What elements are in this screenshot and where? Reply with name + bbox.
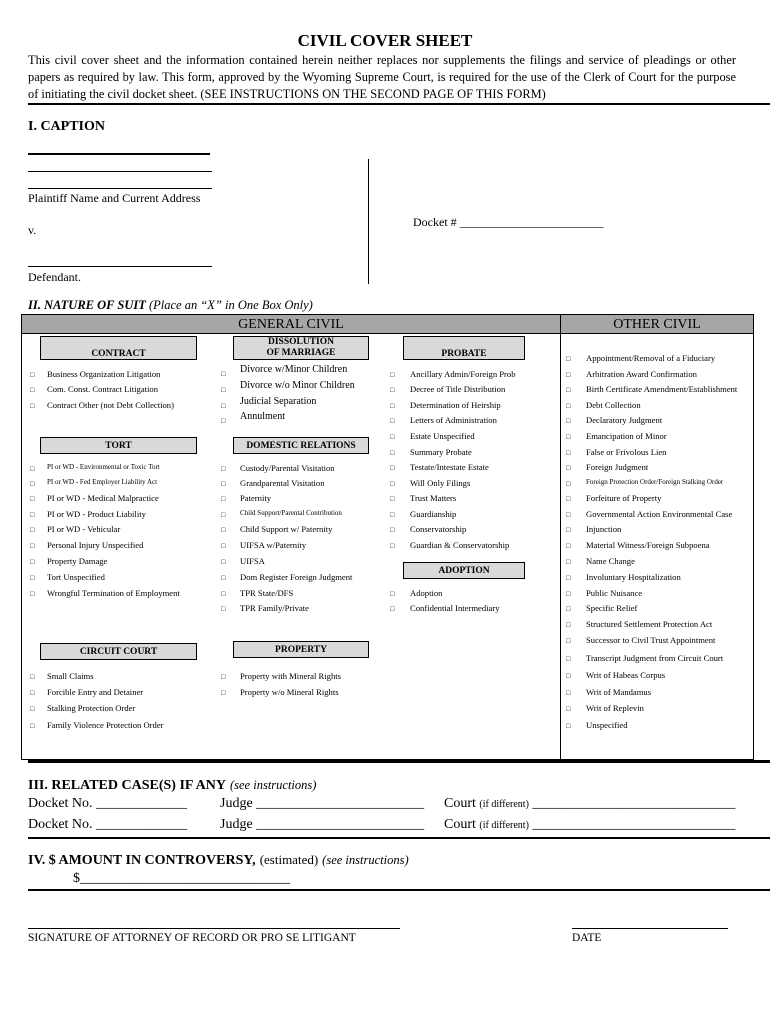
domestic-item-label: TPR State/DFS [240, 588, 294, 598]
checkbox[interactable]: □ [566, 417, 571, 425]
checkbox[interactable]: □ [566, 433, 571, 441]
related-court-note: (if different) [479, 799, 529, 810]
adoption-item-label: Adoption [410, 588, 443, 598]
checkbox[interactable]: □ [566, 449, 571, 457]
general-civil-header: GENERAL CIVIL [21, 314, 561, 334]
checkbox[interactable]: □ [30, 511, 35, 519]
checkbox[interactable]: □ [221, 402, 226, 410]
checkbox[interactable]: □ [390, 402, 395, 410]
related-judge-field[interactable]: Judge ________________________ [220, 817, 425, 832]
other-item-label: Transcript Judgment from Circuit Court [586, 653, 724, 663]
other-item-label: Involuntary Hospitalization [586, 572, 681, 582]
contract-item-label: Contract Other (not Debt Collection) [47, 400, 174, 410]
checkbox[interactable]: □ [390, 526, 395, 534]
probate-item-label: Will Only Filings [410, 478, 471, 488]
tort-item-label: PI or WD - Medical Malpractice [47, 493, 159, 503]
checkbox[interactable]: □ [566, 574, 571, 582]
checkbox[interactable]: □ [390, 371, 395, 379]
other-item-label: Unspecified [586, 720, 628, 730]
contract-header: CONTRACT [40, 336, 197, 360]
checkbox[interactable]: □ [221, 386, 226, 394]
other-item-label: Writ of Habeas Corpus [586, 670, 666, 680]
related-court-field[interactable]: _____________________________ [532, 796, 736, 811]
other-item-label: Arbitration Award Confirmation [586, 369, 697, 379]
checkbox[interactable]: □ [30, 495, 35, 503]
dissolution-header [233, 336, 369, 360]
related-heading-note: (see instructions) [229, 778, 317, 792]
other-item-label: Injunction [586, 524, 622, 534]
checkbox[interactable]: □ [221, 673, 226, 681]
checkbox[interactable]: □ [566, 386, 571, 394]
date-label: DATE [572, 932, 602, 944]
checkbox[interactable]: □ [390, 590, 395, 598]
probate-item-label: Guardianship [410, 509, 457, 519]
checkbox[interactable]: □ [30, 673, 35, 681]
domestic-item-label: UIFSA [240, 556, 265, 566]
checkbox[interactable]: □ [390, 449, 395, 457]
versus-label: v. [28, 223, 37, 237]
other-item-label: Material Witness/Foreign Subpoena [586, 540, 710, 550]
divider [28, 837, 770, 839]
domestic-item-label: Grandparental Visitation [240, 478, 325, 488]
checkbox[interactable]: □ [30, 402, 35, 410]
nature-heading-label: II. NATURE OF SUIT [28, 298, 146, 312]
domestic-item-label: Paternity [240, 493, 272, 503]
checkbox[interactable]: □ [566, 464, 571, 472]
signature-line[interactable] [28, 928, 400, 929]
checkbox[interactable]: □ [221, 465, 226, 473]
checkbox[interactable]: □ [221, 511, 226, 519]
probate-item-label: Conservatorship [410, 524, 467, 534]
other-item-label: Foreign Protection Order/Foreign Stalking Order [586, 478, 724, 486]
related-row [220, 817, 424, 833]
checkbox[interactable]: □ [566, 672, 571, 680]
checkbox[interactable]: □ [566, 621, 571, 629]
probate-item-label: Letters of Administration [410, 415, 497, 425]
related-court-note: (if different) [479, 820, 529, 831]
related-row [28, 796, 187, 812]
checkbox[interactable]: □ [566, 637, 571, 645]
plaintiff-name-line[interactable] [28, 153, 210, 155]
other-item-label: False or Frivolous Lien [586, 447, 667, 457]
signature-label: SIGNATURE OF ATTORNEY OF RECORD OR PRO SE LITIGANT [28, 932, 356, 944]
checkbox[interactable]: □ [566, 705, 571, 713]
checkbox[interactable]: □ [566, 722, 571, 730]
plaintiff-label: Plaintiff Name and Current Address [28, 191, 201, 205]
contract-item-label: Business Organization Litigation [47, 369, 161, 379]
contract-item-label: Com. Const. Contract Litigation [47, 384, 158, 394]
checkbox[interactable]: □ [221, 526, 226, 534]
checkbox[interactable]: □ [30, 371, 35, 379]
probate-item-label: Decree of Title Distribution [410, 384, 506, 394]
tort-item-label: PI or WD - Environmental or Toxic Tort [47, 463, 160, 471]
domestic-item-label: Custody/Parental Visitation [240, 463, 335, 473]
circuit-item-label: Small Claims [47, 671, 94, 681]
checkbox[interactable]: □ [390, 433, 395, 441]
other-item-label: Declaratory Judgment [586, 415, 663, 425]
checkbox[interactable]: □ [30, 526, 35, 534]
docket-number-field[interactable]: Docket # ________________________ [413, 215, 604, 229]
other-item-label: Debt Collection [586, 400, 641, 410]
tort-item-label: Tort Unspecified [47, 572, 105, 582]
checkbox[interactable]: □ [30, 542, 35, 550]
checkbox[interactable]: □ [390, 511, 395, 519]
checkbox[interactable]: □ [221, 370, 226, 378]
nature-heading-note: (Place an “X” in One Box Only) [148, 298, 313, 312]
circuit-court-header: CIRCUIT COURT [40, 643, 197, 660]
tort-item-label: PI or WD - Vehicular [47, 524, 121, 534]
related-heading-label: III. RELATED CASE(S) IF ANY [28, 778, 226, 793]
checkbox[interactable]: □ [566, 558, 571, 566]
other-item-label: Birth Certificate Amendment/Establishment [586, 384, 738, 394]
checkbox[interactable]: □ [221, 417, 226, 425]
amount-heading [28, 851, 409, 869]
other-item-label: Public Nuisance [586, 588, 643, 598]
table-column-divider [560, 314, 561, 760]
related-docket-field[interactable]: Docket No. _____________ [28, 796, 188, 811]
checkbox[interactable]: □ [390, 417, 395, 425]
probate-item-label: Summary Probate [410, 447, 472, 457]
dissolution-item-label: Divorce w/o Minor Children [240, 380, 355, 391]
nature-heading [28, 298, 313, 313]
tort-item-label: PI or WD - Fed Employer Liability Act [47, 478, 158, 486]
other-item-label: Structured Settlement Protection Act [586, 619, 713, 629]
related-heading [28, 776, 316, 794]
checkbox[interactable]: □ [566, 402, 571, 410]
table-bottom-rule [28, 760, 770, 763]
related-row [28, 817, 187, 833]
checkbox[interactable]: □ [30, 465, 35, 473]
intro-text: This civil cover sheet and the information contained herein neither replaces nor supplements the filings and service of pleadings or other papers as required by law. This form, approved by the Wyoming Supreme Court, is required for the use of the Clerk of Court for the purpose of initiating the civil docket sheet. (SEE INSTRUCTIONS ON THE SECOND PAGE OF THIS FORM) [28, 53, 736, 101]
probate-item-label: Estate Unspecified [410, 431, 475, 441]
checkbox[interactable]: □ [221, 495, 226, 503]
checkbox[interactable]: □ [390, 480, 395, 488]
checkbox[interactable]: □ [30, 689, 35, 697]
property-header: PROPERTY [233, 641, 369, 658]
checkbox[interactable]: □ [390, 542, 395, 550]
probate-header: PROBATE [403, 336, 525, 360]
domestic-item-label: Dom Register Foreign Judgment [240, 572, 353, 582]
caption-heading: I. CAPTION [28, 119, 106, 134]
checkbox[interactable]: □ [566, 480, 571, 488]
checkbox[interactable]: □ [30, 386, 35, 394]
circuit-item-label: Family Violence Protection Order [47, 720, 164, 730]
other-item-label: Appointment/Removal of a Fiduciary [586, 353, 716, 363]
checkbox[interactable]: □ [30, 574, 35, 582]
checkbox[interactable]: □ [566, 605, 571, 613]
defendant-line[interactable] [28, 266, 212, 267]
caption-vertical-divider [368, 159, 369, 284]
other-item-label: Name Change [586, 556, 635, 566]
checkbox[interactable]: □ [221, 480, 226, 488]
checkbox[interactable]: □ [221, 590, 226, 598]
tort-header: TORT [40, 437, 197, 454]
checkbox[interactable]: □ [221, 574, 226, 582]
divider [28, 103, 770, 105]
amount-field[interactable]: $______________________________ [73, 871, 290, 886]
domestic-item-label: Child Support/Parental Contribution [240, 509, 342, 517]
checkbox[interactable]: □ [390, 464, 395, 472]
other-item-label: Writ of Replevin [586, 703, 644, 713]
related-judge-field[interactable]: Judge ________________________ [220, 796, 425, 811]
domestic-item-label: TPR Family/Private [240, 603, 309, 613]
domestic-relations-header: DOMESTIC RELATIONS [233, 437, 369, 454]
checkbox[interactable]: □ [30, 480, 35, 488]
dissolution-item-label: Judicial Separation [240, 396, 317, 407]
circuit-item-label: Stalking Protection Order [47, 703, 136, 713]
other-item-label: Successor to Civil Trust Appointment [586, 635, 716, 645]
adoption-item-label: Confidential Intermediary [410, 603, 500, 613]
probate-item-label: Testate/Intestate Estate [410, 462, 489, 472]
checkbox[interactable]: □ [30, 558, 35, 566]
page-title: CIVIL COVER SHEET [297, 31, 473, 50]
checkbox[interactable]: □ [566, 495, 571, 503]
divider [28, 889, 770, 891]
checkbox[interactable]: □ [566, 542, 571, 550]
property-item-label: Property with Mineral Rights [240, 671, 341, 681]
amount-estimated: (estimated) [259, 852, 319, 867]
probate-item-label: Ancillary Admin/Foreign Prob [410, 369, 516, 379]
checkbox[interactable]: □ [566, 526, 571, 534]
checkbox[interactable]: □ [221, 542, 226, 550]
dissolution-item-label: Annulment [240, 411, 285, 422]
probate-item-label: Determination of Heirship [410, 400, 501, 410]
checkbox[interactable]: □ [390, 386, 395, 394]
adoption-header: ADOPTION [403, 562, 525, 579]
tort-item-label: Personal Injury Unspecified [47, 540, 144, 550]
other-item-label: Foreign Judgment [586, 462, 649, 472]
checkbox[interactable]: □ [566, 689, 571, 697]
related-row [444, 796, 735, 812]
probate-item-label: Trust Matters [410, 493, 457, 503]
tort-item-label: Property Damage [47, 556, 108, 566]
related-row [444, 817, 735, 833]
date-line[interactable] [572, 928, 728, 929]
domestic-item-label: UIFSA w/Paternity [240, 540, 307, 550]
checkbox[interactable]: □ [390, 495, 395, 503]
dissolution-item-label: Divorce w/Minor Children [240, 364, 348, 375]
circuit-item-label: Forcible Entry and Detainer [47, 687, 144, 697]
tort-item-label: PI or WD - Product Liability [47, 509, 146, 519]
checkbox[interactable]: □ [566, 655, 571, 663]
checkbox[interactable]: □ [566, 355, 571, 363]
amount-heading-note: (see instructions) [322, 853, 409, 867]
checkbox[interactable]: □ [221, 558, 226, 566]
amount-heading-label: IV. $ AMOUNT IN CONTROVERSY, [28, 853, 256, 868]
property-item-label: Property w/o Mineral Rights [240, 687, 339, 697]
checkbox[interactable]: □ [221, 689, 226, 697]
related-docket-field[interactable]: Docket No. _____________ [28, 817, 188, 832]
plaintiff-address-line[interactable] [28, 171, 212, 172]
checkbox[interactable]: □ [30, 590, 35, 598]
related-court-label: Court [444, 817, 476, 832]
checkbox[interactable]: □ [566, 511, 571, 519]
other-civil-header: OTHER CIVIL [560, 314, 754, 334]
other-item-label: Governmental Action Environmental Case [586, 509, 733, 519]
checkbox[interactable]: □ [30, 705, 35, 713]
dissolution-title-2: OF MARRIAGE [266, 348, 336, 358]
checkbox[interactable]: □ [390, 605, 395, 613]
checkbox[interactable]: □ [30, 722, 35, 730]
other-item-label: Emancipation of Minor [586, 431, 667, 441]
other-item-label: Writ of Mandamus [586, 687, 652, 697]
checkbox[interactable]: □ [221, 605, 226, 613]
other-item-label: Specific Relief [586, 603, 638, 613]
related-court-label: Court [444, 796, 476, 811]
domestic-item-label: Child Support w/ Paternity [240, 524, 333, 534]
related-row [220, 796, 424, 812]
tort-item-label: Wrongful Termination of Employment [47, 588, 180, 598]
plaintiff-address-line[interactable] [28, 188, 212, 189]
other-item-label: Forfeiture of Property [586, 493, 662, 503]
checkbox[interactable]: □ [566, 590, 571, 598]
related-court-field[interactable]: _____________________________ [532, 817, 736, 832]
probate-item-label: Guardian & Conservatorship [410, 540, 510, 550]
dissolution-title-1: DISSOLUTION [268, 337, 334, 347]
defendant-label: Defendant. [28, 270, 81, 284]
checkbox[interactable]: □ [566, 371, 571, 379]
